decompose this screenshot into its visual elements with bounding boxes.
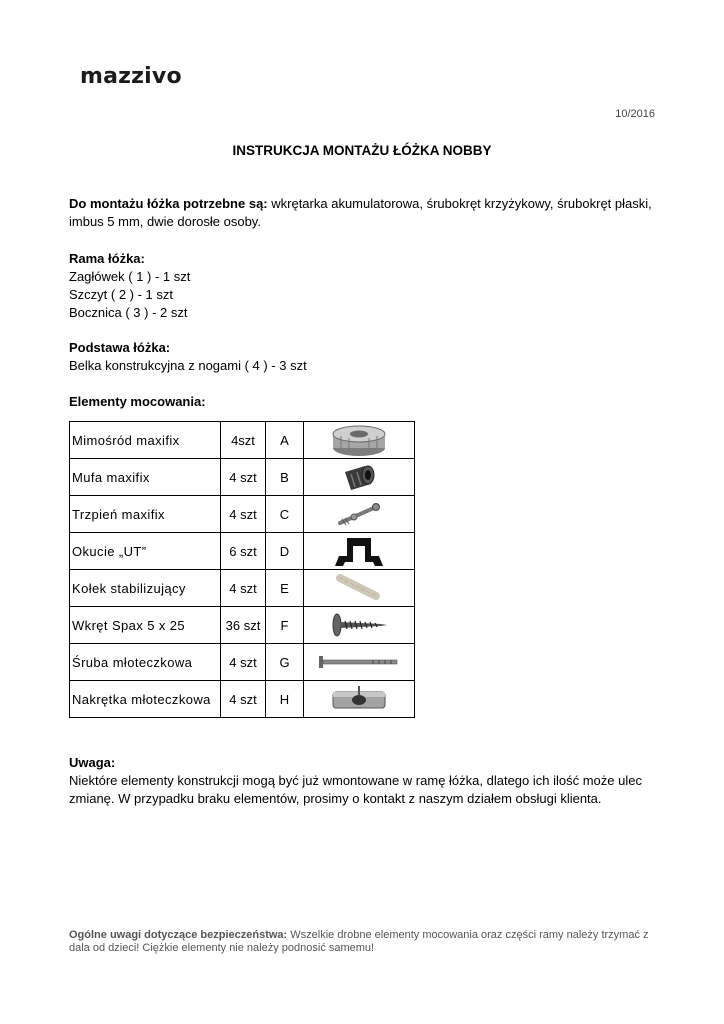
page-title: INSTRUKCJA MONTAŻU ŁÓŻKA NOBBY [232,143,492,158]
barrel-nut-icon [329,684,389,714]
part-name: Mimośród maxifix [70,422,221,459]
safety-note [69,929,659,955]
table-row [70,496,415,533]
wooden-dowel-icon [334,574,384,602]
tools-label: Do montażu łóżka potrzebne są: [69,196,268,211]
table-row [70,459,415,496]
frame-heading: Rama łóżka: [69,251,145,266]
table-row [70,422,415,459]
part-code: E [266,570,304,607]
part-name: Okucie „UT” [70,533,221,570]
part-qty: 6 szt [221,533,266,570]
fittings-heading-text: Elementy mocowania: [69,394,206,409]
table-row [70,644,415,681]
screw-icon [329,610,389,640]
part-qty: 4 szt [221,570,266,607]
dowel-bolt-icon [334,501,384,527]
part-code: A [266,422,304,459]
part-qty: 4 szt [221,496,266,533]
document-date: 10/2016 [615,108,655,120]
long-bolt-icon [317,652,401,672]
part-qty: 4szt [221,422,266,459]
frame-section [69,250,659,322]
part-name: Kołek stabilizujący [70,570,221,607]
part-name: Mufa maxifix [70,459,221,496]
fittings-heading [69,393,659,411]
table-row [70,570,415,607]
frame-item: Szczyt ( 2 ) - 1 szt [69,287,174,302]
part-name: Trzpień maxifix [70,496,221,533]
tools-paragraph [69,195,659,231]
part-name: Wkręt Spax 5 x 25 [70,607,221,644]
tools-text: wkrętarka akumulatorowa, śrubokręt krzyżykowy, śrubokręt płaski, imbus 5 mm, dwie dorosłe osoby. [69,196,652,229]
part-code: B [266,459,304,496]
base-heading: Podstawa łóżka: [69,340,171,355]
base-item: Belka konstrukcyjna z nogami ( 4 ) - 3 szt [69,358,307,373]
note-section [69,754,659,808]
note-text: Niektóre elementy konstrukcji mogą być już wmontowane w ramę łóżka, dlatego ich ilość może ulec zmianę. W przypadku braku elementów, prosimy o kontakt z naszym działem obsługi klienta. [69,773,642,806]
brand-logo: mazzivo [80,64,182,89]
part-qty: 4 szt [221,681,266,718]
table-row [70,607,415,644]
part-code: D [266,533,304,570]
safety-text: Wszelkie drobne elementy mocowania oraz części ramy należy trzymać z dala od dzieci! Ciężkie elementy nie należy podnosić samemu! [69,929,649,954]
bracket-icon [331,534,387,568]
base-section [69,339,659,375]
part-code: F [266,607,304,644]
table-row [70,533,415,570]
frame-item: Bocznica ( 3 ) - 2 szt [69,305,188,320]
note-heading: Uwaga: [69,755,116,770]
cam-lock-icon [329,422,389,458]
fittings-table [69,421,415,718]
part-qty: 4 szt [221,459,266,496]
table-row [70,681,415,718]
part-qty: 36 szt [221,607,266,644]
safety-label: Ogólne uwagi dotyczące bezpieczeństwa: [69,929,288,941]
part-name: Śruba młoteczkowa [70,644,221,681]
part-code: G [266,644,304,681]
part-code: H [266,681,304,718]
part-code: C [266,496,304,533]
part-qty: 4 szt [221,644,266,681]
socket-insert-icon [339,462,379,492]
part-name: Nakrętka młoteczkowa [70,681,221,718]
frame-item: Zagłówek ( 1 ) - 1 szt [69,269,191,284]
